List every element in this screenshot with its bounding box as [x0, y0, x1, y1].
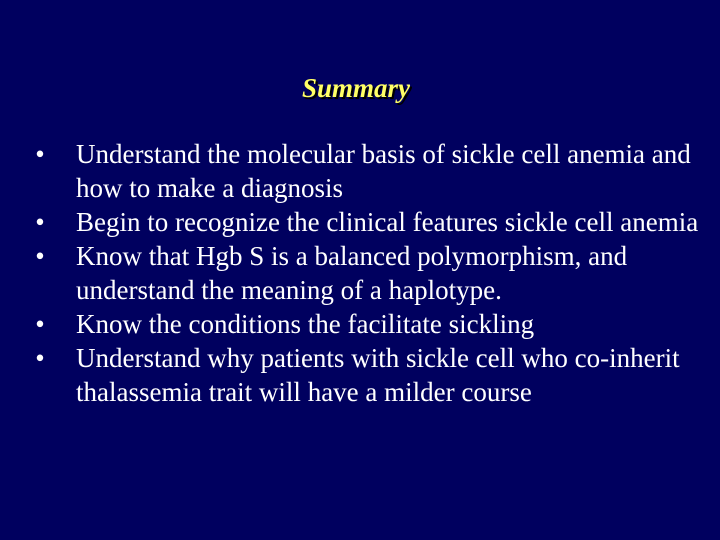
bullet-item	[30, 137, 700, 205]
bullet-dot-icon: •	[35, 309, 45, 339]
bullet-text: Understand why patients with sickle cell who co-inherit thalassemia trait will have a milder course	[76, 343, 680, 407]
bullet-dot-icon: •	[35, 207, 45, 237]
bullet-text: Know that Hgb S is a balanced polymorphism, and understand the meaning of a haplotype.	[76, 241, 628, 305]
slide-title: Summary	[301, 73, 411, 103]
bullet-dot-icon: •	[35, 241, 45, 271]
bullet-text: Know the conditions the facilitate sickling	[76, 309, 535, 339]
bullet-item	[30, 341, 700, 409]
bullet-text: Understand the molecular basis of sickle cell anemia and how to make a diagnosis	[76, 139, 691, 203]
bullet-text: Begin to recognize the clinical features sickle cell anemia	[76, 207, 699, 237]
bullet-list	[30, 137, 700, 409]
bullet-dot-icon: •	[35, 343, 45, 373]
bullet-item	[30, 205, 700, 239]
bullet-dot-icon: •	[35, 139, 45, 169]
bullet-item	[30, 239, 700, 307]
bullet-item	[30, 307, 700, 341]
